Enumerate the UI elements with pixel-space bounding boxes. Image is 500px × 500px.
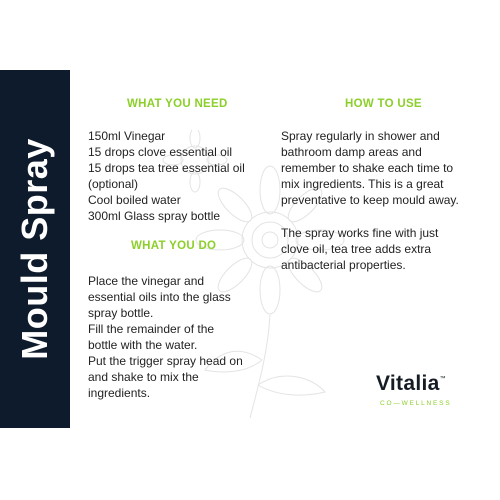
instructions-text [88,273,278,401]
usage-paragraph-2 [281,225,491,273]
text-line: Spray regularly in shower and [281,129,440,143]
brand-name: Vitalia [376,372,440,395]
text-line: antibacterial properties. [281,258,406,272]
list-item: 150ml Vinegar [88,129,166,143]
text-line: mix ingredients. This is a great [281,177,444,191]
text-line: bathroom damp areas and [281,145,422,159]
text-line: bottle with the water. [88,338,198,352]
text-line: The spray works fine with just [281,226,439,240]
text-line: Put the trigger spray head on [88,354,243,368]
list-item: Cool boiled water [88,193,181,207]
usage-paragraph-1 [281,128,491,208]
text-line: essential oils into the glass [88,290,231,304]
sidebar-title: Mould Spray [14,138,55,360]
text-line: clove oil, tea tree adds extra [281,242,432,256]
sidebar [0,70,70,428]
recipe-card [0,70,500,428]
text-line: remember to shake each time to [281,161,454,175]
how-to-use-heading: HOW TO USE [345,98,422,110]
text-line: spray bottle. [88,306,154,320]
brand-logo [376,372,446,396]
what-you-need-heading: WHAT YOU NEED [127,98,228,110]
trademark-symbol: ™ [439,376,446,382]
text-line: preventative to keep mould away. [281,193,459,207]
list-item: 15 drops clove essential oil [88,145,233,159]
text-line: and shake to mix the [88,370,199,384]
list-item: 300ml Glass spray bottle [88,209,221,223]
ingredients-list [88,128,278,224]
what-you-do-heading: WHAT YOU DO [131,240,217,252]
brand-tagline: CO—WELLNESS [380,400,452,407]
text-line: Place the vinegar and [88,274,205,288]
text-line: Fill the remainder of the [88,322,215,336]
list-item: 15 drops tea tree essential oil [88,161,245,175]
list-item: (optional) [88,177,139,191]
text-line: ingredients. [88,386,151,400]
